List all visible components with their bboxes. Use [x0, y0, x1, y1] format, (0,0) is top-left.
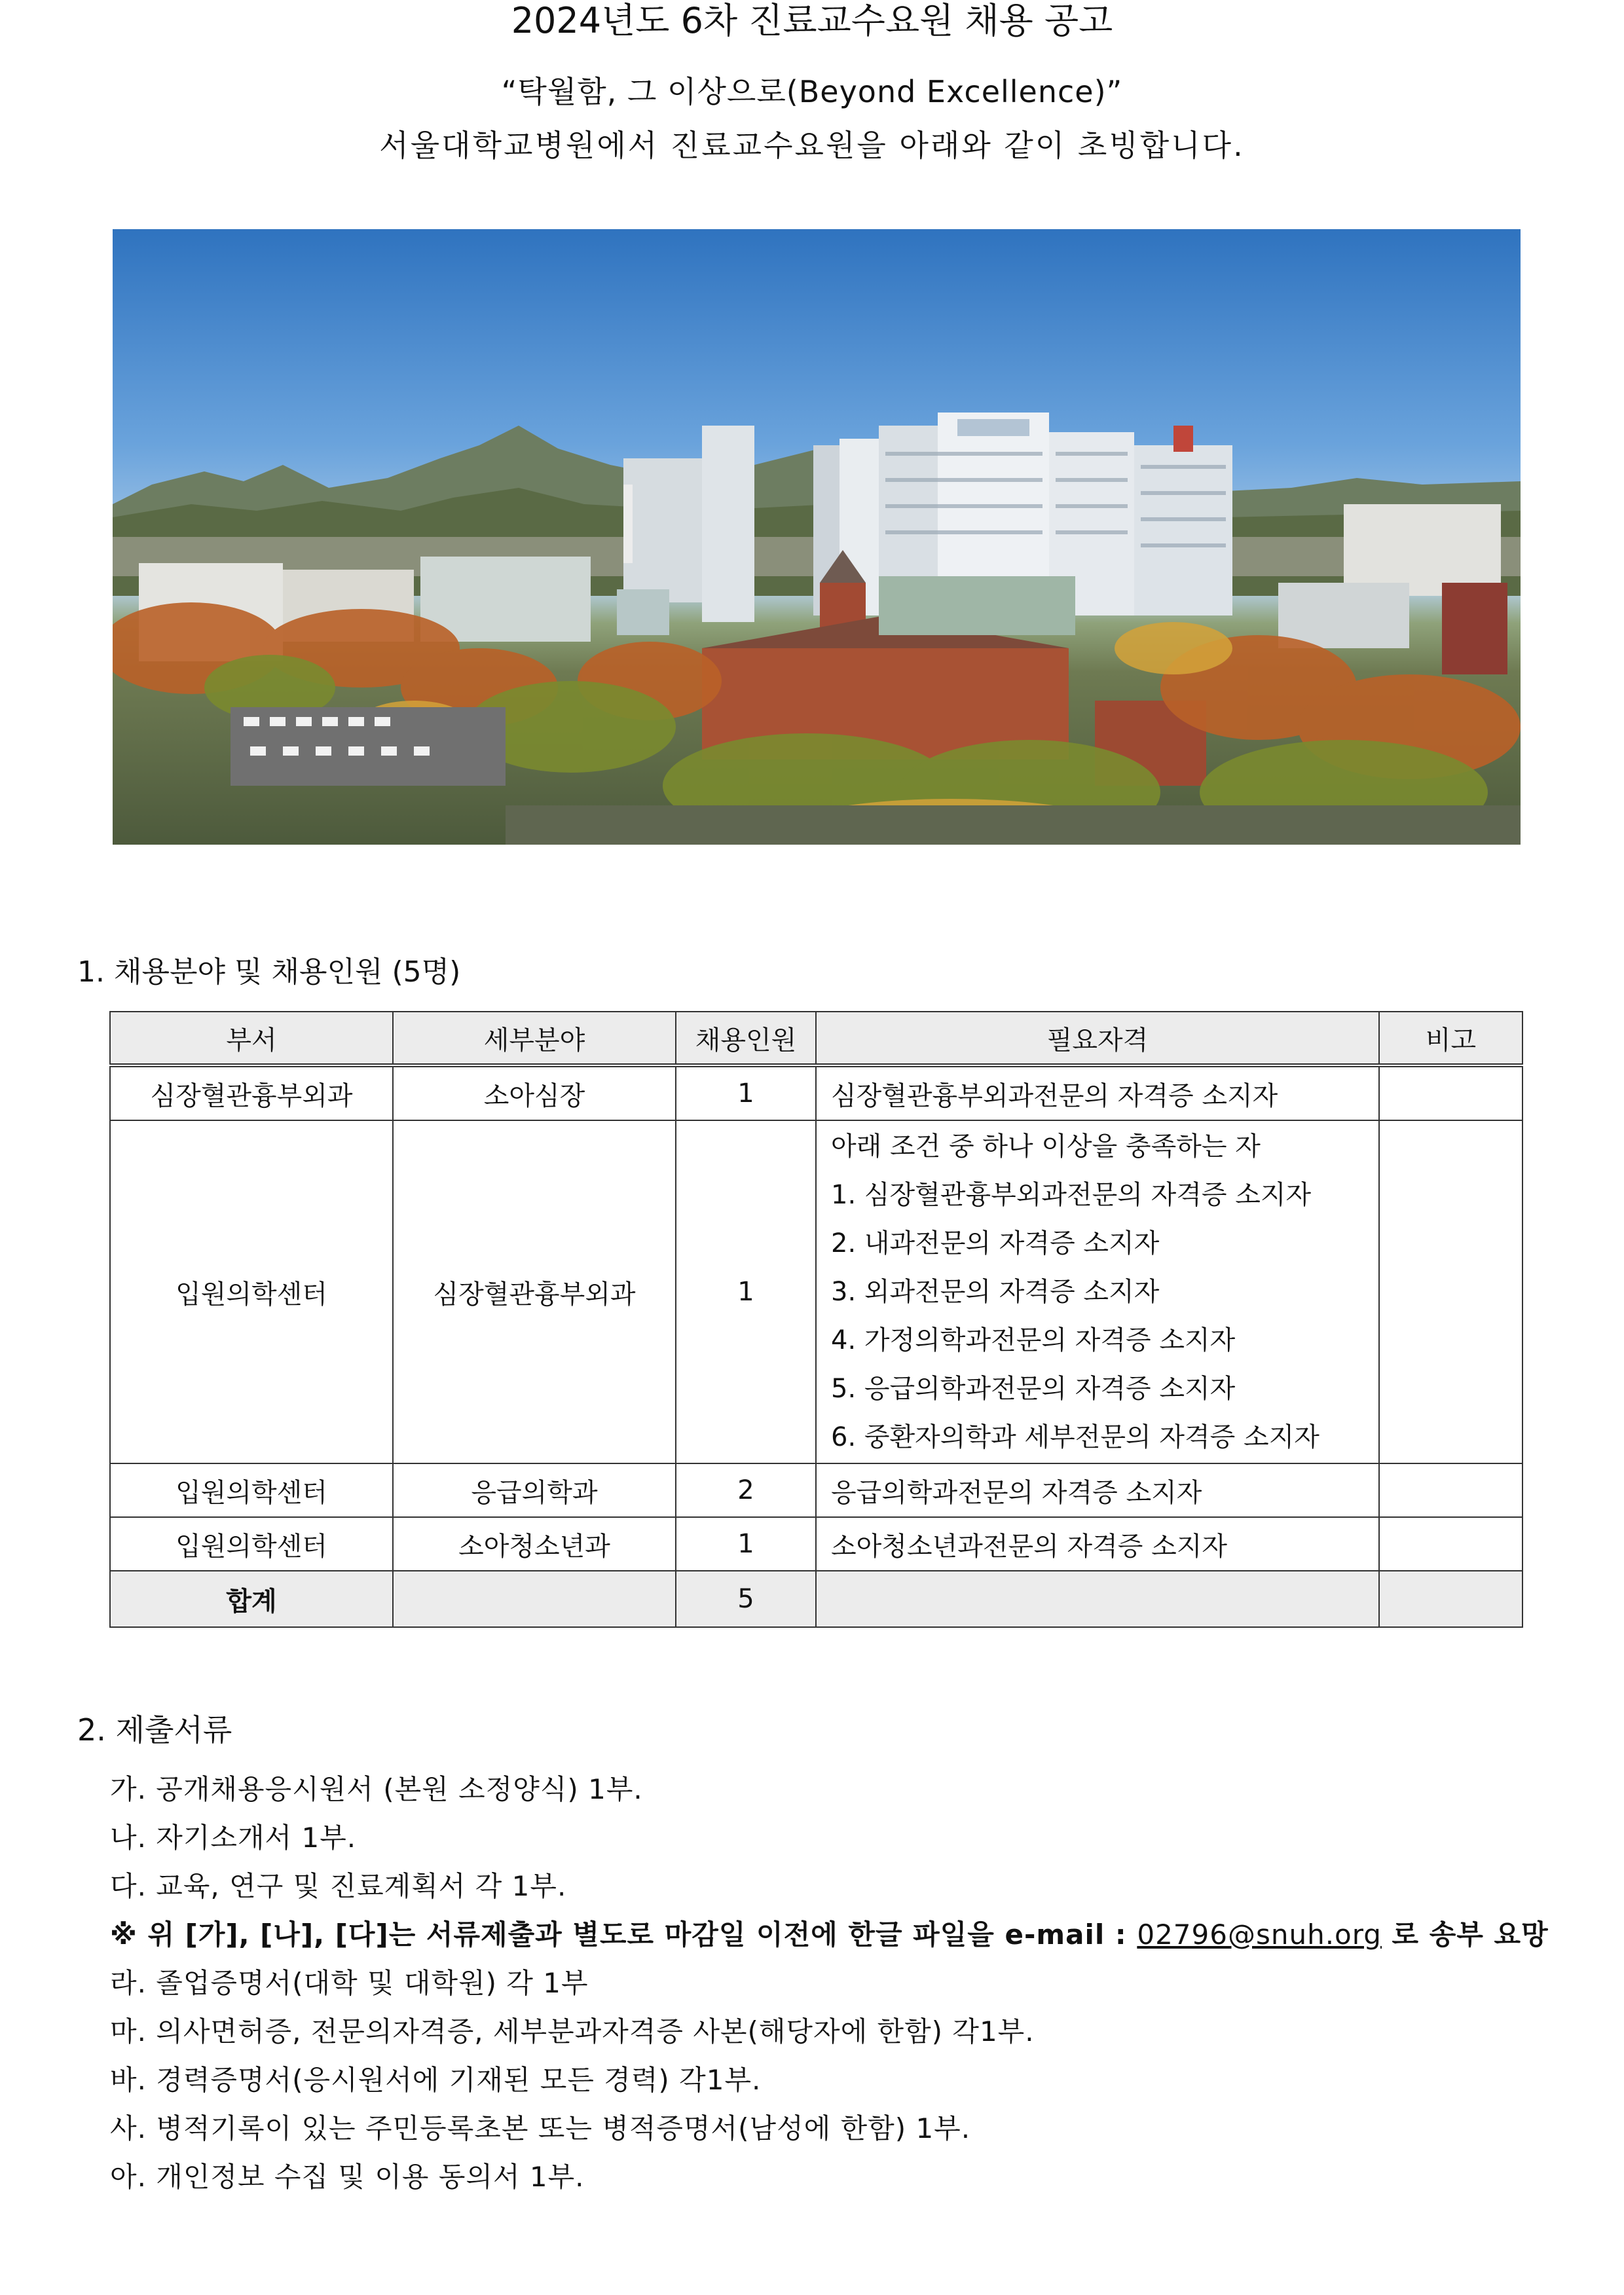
submission-note [110, 1911, 1577, 1959]
dept-cell: 입원의학센터 [110, 1463, 393, 1517]
requirement-line: 아래 조건 중 하나 이상을 충족하는 자 [831, 1131, 1261, 1162]
note-cell [1379, 1120, 1522, 1463]
table-header-row [110, 1012, 1522, 1065]
email-link[interactable]: 02796@snuh.org [1137, 1919, 1382, 1951]
total-empty [393, 1571, 676, 1627]
dept-cell: 입원의학센터 [110, 1120, 393, 1463]
list-item: 나. 자기소개서 1부. [110, 1822, 357, 1854]
field-cell: 응급의학과 [393, 1463, 676, 1517]
table-row [110, 1065, 1522, 1120]
requirement-cell: 응급의학과전문의 자격증 소지자 [816, 1463, 1379, 1517]
requirement-line: 3. 외과전문의 자격증 소지자 [831, 1277, 1160, 1307]
requirement-line: 4. 가정의학과전문의 자격증 소지자 [831, 1325, 1236, 1355]
requirement-line: 1. 심장혈관흉부외과전문의 자격증 소지자 [831, 1180, 1312, 1210]
note-prefix: ※ 위 [가], [나], [다]는 서류제출과 별도로 마감일 이전에 한글 파일을 e-mail : [110, 1919, 1137, 1951]
total-empty [816, 1571, 1379, 1627]
column-header-requirements: 필요자격 [816, 1012, 1379, 1065]
column-header-dept: 부서 [110, 1012, 393, 1065]
requirement-cell: 소아청소년과전문의 자격증 소지자 [816, 1517, 1379, 1571]
field-cell: 소아심장 [393, 1065, 676, 1120]
requirement-cell: 심장혈관흉부외과전문의 자격증 소지자 [816, 1065, 1379, 1120]
section-1-heading: 1. 채용분야 및 채용인원 (5명) [77, 955, 461, 989]
campus-illustration [113, 229, 1521, 845]
count-cell: 1 [676, 1517, 816, 1571]
document-list [110, 1765, 1577, 2201]
table-row [110, 1463, 1522, 1517]
note-cell [1379, 1065, 1522, 1120]
table-row [110, 1120, 1522, 1463]
table-row [110, 1517, 1522, 1571]
list-item: 마. 의사면허증, 전문의자격증, 세부분과자격증 사본(해당자에 한함) 각1부. [110, 2015, 1035, 2047]
column-header-field: 세부분야 [393, 1012, 676, 1065]
note-cell [1379, 1517, 1522, 1571]
column-header-note: 비고 [1379, 1012, 1522, 1065]
field-cell: 소아청소년과 [393, 1517, 676, 1571]
list-item: 사. 병적기록이 있는 주민등록초본 또는 병적증명서(남성에 한함) 1부. [110, 2112, 971, 2144]
note-suffix: 로 송부 요망 [1381, 1919, 1549, 1951]
note-cell [1379, 1463, 1522, 1517]
list-item: 다. 교육, 연구 및 진료계획서 각 1부. [110, 1870, 567, 1902]
recruitment-table [109, 1011, 1523, 1628]
list-item: 가. 공개채용응시원서 (본원 소정양식) 1부. [110, 1773, 643, 1805]
column-header-count: 채용인원 [676, 1012, 816, 1065]
total-row [110, 1571, 1522, 1627]
field-cell: 심장혈관흉부외과 [393, 1120, 676, 1463]
intro-text: 서울대학교병원에서 진료교수요원을 아래와 같이 초빙합니다. [379, 128, 1245, 163]
page-title: 2024년도 6차 진료교수요원 채용 공고 [511, 0, 1113, 41]
total-empty [1379, 1571, 1522, 1627]
count-cell: 1 [676, 1065, 816, 1120]
dept-cell: 입원의학센터 [110, 1517, 393, 1571]
hospital-campus-photo [113, 229, 1521, 845]
total-label: 합계 [110, 1571, 393, 1627]
section-2-heading: 2. 제출서류 [77, 1712, 232, 1748]
requirement-cell [816, 1120, 1379, 1463]
list-item: 아. 개인정보 수집 및 이용 동의서 1부. [110, 2161, 585, 2193]
total-count: 5 [676, 1571, 816, 1627]
slogan: “탁월함, 그 이상으로(Beyond Excellence)” [501, 74, 1123, 109]
count-cell: 1 [676, 1120, 816, 1463]
requirement-line: 6. 중환자의학과 세부전문의 자격증 소지자 [831, 1422, 1320, 1452]
requirement-line: 5. 응급의학과전문의 자격증 소지자 [831, 1374, 1236, 1404]
list-item: 바. 경력증명서(응시원서에 기재된 모든 경력) 각1부. [110, 2064, 762, 2096]
list-item: 라. 졸업증명서(대학 및 대학원) 각 1부 [110, 1967, 589, 1999]
count-cell: 2 [676, 1463, 816, 1517]
dept-cell: 심장혈관흉부외과 [110, 1065, 393, 1120]
requirement-line: 2. 내과전문의 자격증 소지자 [831, 1228, 1160, 1258]
